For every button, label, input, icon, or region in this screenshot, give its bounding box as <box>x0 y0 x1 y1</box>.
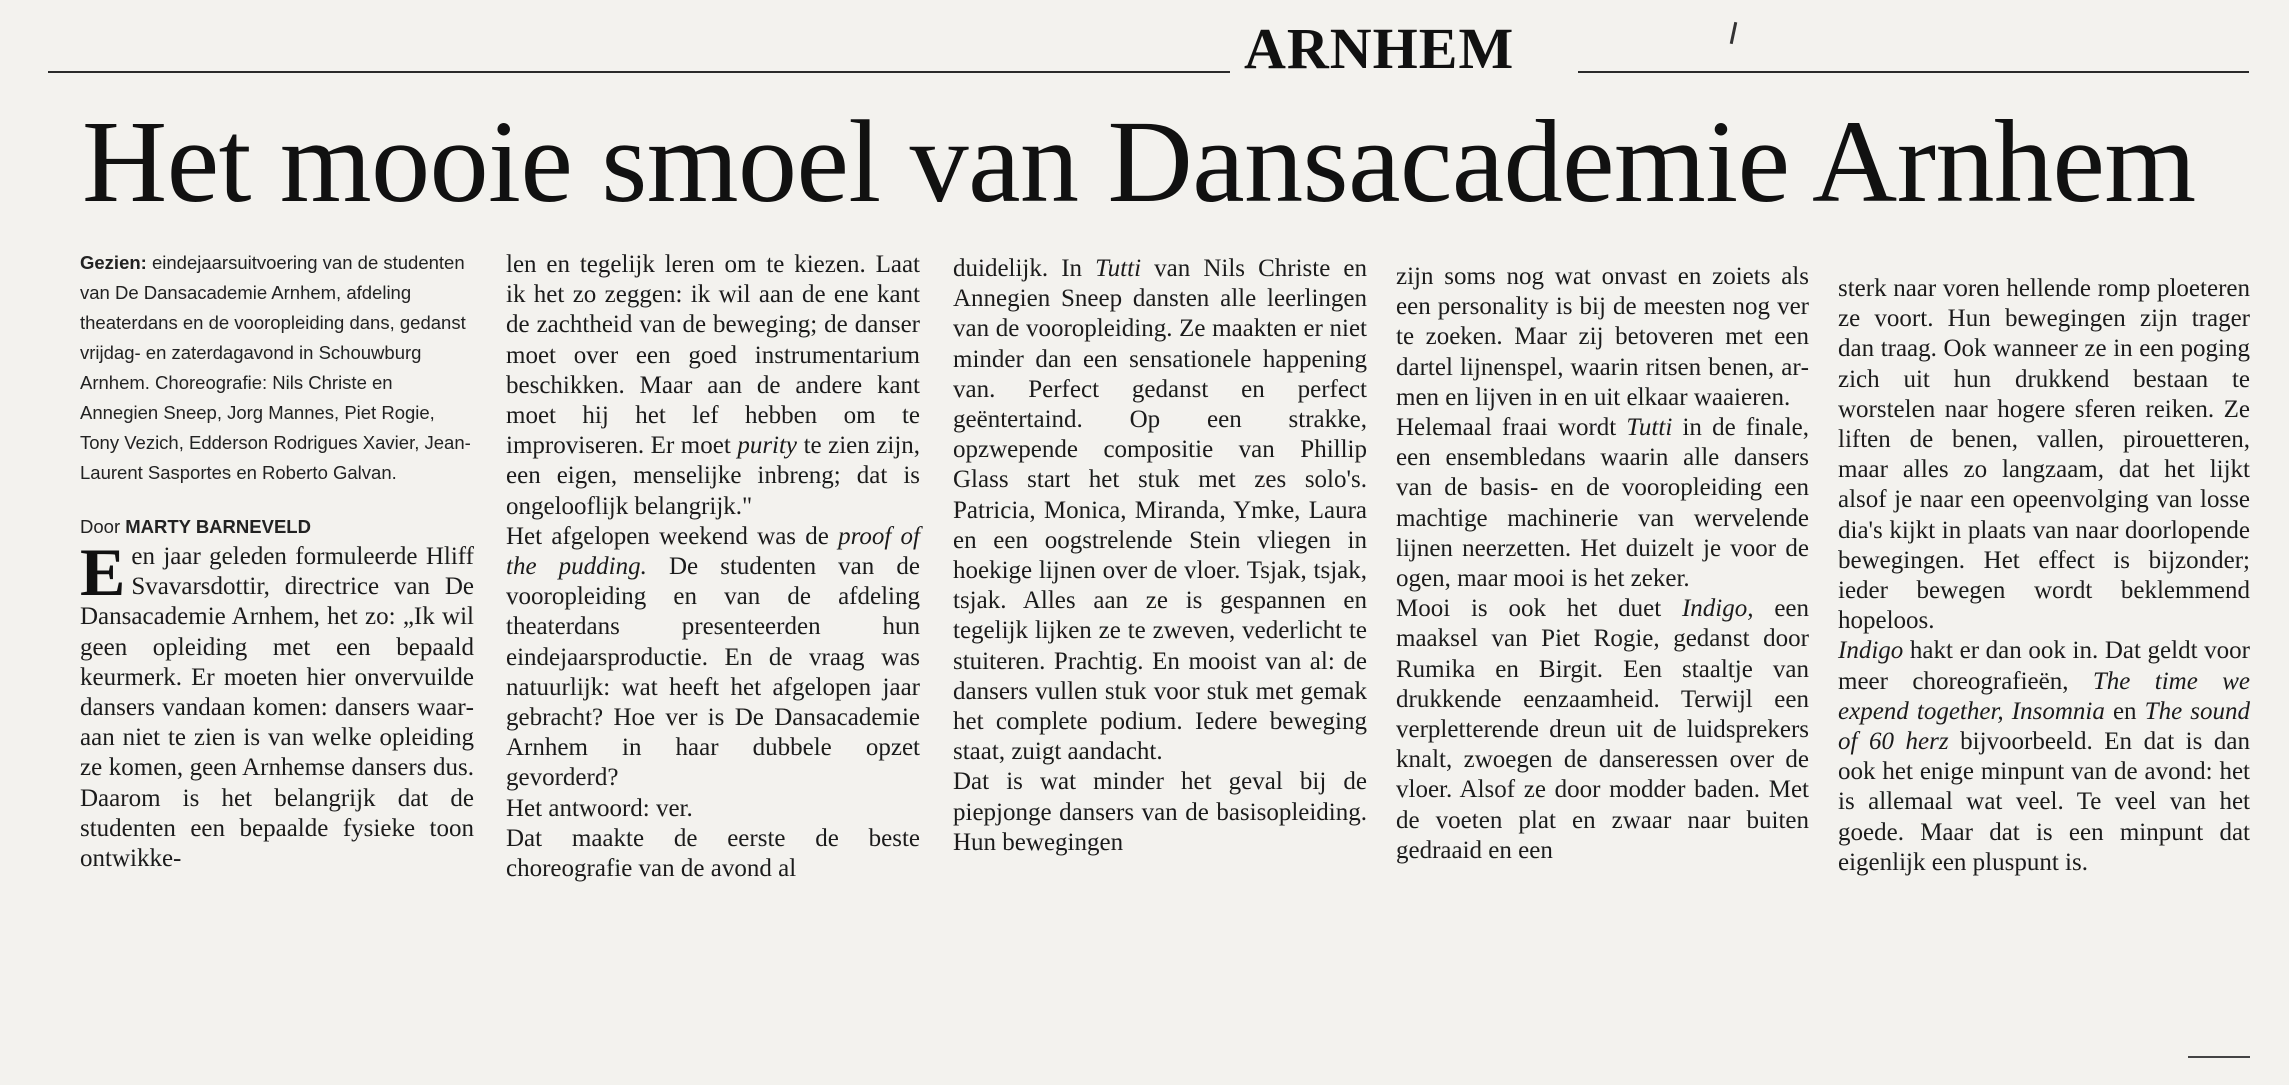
italic-term: proof of the pudding. <box>506 522 920 581</box>
article-column-4 <box>1396 262 1809 866</box>
credits-label: Gezien: <box>80 252 147 273</box>
text-run: in de finale, een ensembledans waarin alle dansers van de basis- en de vooropleiding een machtige machinerie van wervelende lijnen neerzetten. Het duizelt je voor de ogen, maar mooi is het zeker. <box>1396 414 1809 593</box>
print-speck <box>1730 22 1738 44</box>
paragraph: Dat maakte de eerste de beste choreografie van de avond al <box>506 824 920 883</box>
text-run: Mooi is ook het duet <box>1396 595 1662 623</box>
italic-title: The time we expend together, Insomnia <box>1838 667 2250 725</box>
article-column-3 <box>953 254 1367 858</box>
paragraph <box>1838 636 2250 878</box>
text-run: een maaksel van Piet Rogie, gedanst door Rumika en Birgit. Een staaltje van drukkende eenzaamheid. Terwijl een verpletterende dreun uit de luidsprekers knalt, zwoegen de danseressen over de vloer. Alsof ze door modder baden. Met de voeten plat en zwaar naar buiten gedraaid en een <box>1396 595 1810 864</box>
byline-author: MARTY BARNEVELD <box>125 516 311 537</box>
headline: Het mooie smoel van Dansacademie Arnhem <box>82 96 2196 227</box>
section-rule <box>48 71 2249 73</box>
credits-text: eindejaarsuitvoering van de studenten van De Dansacademie Arnhem, afdeling theaterdans en de vooropleiding dans, gedanst vrijdag- en zaterdagavond in Schouwburg Arnhem. Choreografie: Nils Christe en Annegien Sneep, Jorg Mannes, Piet Rogie, Tony Vezich, Edderson Rodrigues Xavier, Jean-Laurent Sasportes en Roberto Galvan. <box>80 252 471 483</box>
credits <box>80 248 474 488</box>
text-run: te zien zijn, een eigen, menselijke inbreng; dat is ongelooflijk belangrijk." <box>506 432 921 520</box>
paragraph: zijn soms nog wat onvast en zoiets als een personality is bij de meesten nog ver te zoeken. Maar zij betoveren met een dartel lijnenspel, waarin ritsen benen, armen en lijven in en uit elkaar waaieren. <box>1396 263 1809 411</box>
paragraph <box>506 522 920 794</box>
paragraph <box>953 254 1367 767</box>
paragraph: Het antwoord: ver. <box>506 794 693 822</box>
text-run: duidelijk. In <box>953 255 1083 282</box>
text-run: en <box>2112 697 2137 725</box>
article-column-2 <box>506 250 920 884</box>
byline <box>80 514 474 540</box>
paragraph <box>1396 594 1809 866</box>
text-run: De studenten van de vooropleiding en van de afdeling theaterdans presenteerden hun eindejaarsproductie. En de vraag was natuurlijk: wat heeft het afgelopen jaar gebracht? Hoe ver is De Dansacademie Arnhem in haar dubbele opzet gevorderd? <box>506 553 920 792</box>
text-run: Het afgelopen weekend was de <box>506 522 829 550</box>
paragraph: sterk naar voren hellende romp ploeteren ze voort. Hun bewegingen zijn trager dan traag. Ook wanneer ze in een poging zich uit hun drukkend bestaan te worstelen naar hogere sferen reiken. Ze liften de benen, vallen, pirouetteren, maar alles zo langzaam, dat het lijkt alsof je naar een opeenvolging van losse dia's kijkt in plaats van naar doorlopende bewegingen. Het effect is bijzonder; ieder bewegen wordt beklemmend hopeloos. <box>1838 275 2250 635</box>
paragraph <box>506 250 920 522</box>
article-column-1 <box>80 248 474 874</box>
italic-title: Tutti <box>1095 255 1142 282</box>
lead-paragraph <box>80 534 474 874</box>
byline-prefix: Door <box>80 516 121 537</box>
italic-term: purity <box>737 432 798 460</box>
text-run: van Nils Christe en Annegien Sneep dansten alle leerlingen van de vooropleiding. Ze maakten er niet minder dan een sensationele happening van. Perfect gedanst en perfect geëntertaind. Op een strakke, opzwepende compositie van Phillip Glass start het stuk met zes solo's. Patricia, Monica, Miranda, Ymke, Laura en een oogstrelende Stein vliegen in hoekige lijnen over de vloer. Tsjak, tsjak, tsjak. Alles aan ze is gespannen en tegelijk lijken ze te zweven, vederlicht te stuiteren. Prachtig. En mooist van al: de dansers vullen stuk voor stuk met gemak het complete podium. Iedere beweging staat, zuigt aandacht. <box>953 255 1367 766</box>
drop-cap: E <box>80 534 126 610</box>
paragraph: Dat is wat minder het geval bij de piepjonge dansers van de basisopleiding. Hun bewegingen <box>953 768 1367 856</box>
text-run: hakt er dan ook in. Dat geldt voor meer choreografieën, <box>1838 637 2251 695</box>
lead-text: en jaar geleden formuleerde Hliff Svavarsdottir, directrice van De Dansacademie Arnhem, het zo: „Ik wil geen opleiding met een bepaald keurmerk. Er moeten hier onvervuilde dansers vandaan komen: dansers waaraan niet te zien is van welke opleiding ze komen, geen Arnhemse dansers dus. Daarom is het belangrijk dat de studenten een bepaalde fysieke toon ontwikke- <box>80 543 474 873</box>
italic-title: Tutti <box>1626 414 1673 442</box>
paragraph <box>1396 413 1809 594</box>
section-label: ARNHEM <box>1230 18 1578 80</box>
italic-title: Indigo, <box>1681 595 1754 623</box>
article-column-5 <box>1838 274 2250 878</box>
text-run: Helemaal fraai wordt <box>1396 414 1617 442</box>
italic-title: Indigo <box>1838 637 1904 665</box>
text-run: bijvoorbeeld. En dat is dan ook het enige minpunt van de avond: het is allemaal wat veel. Te veel van het goede. Maar dat is een minpunt dat eigenlijk een pluspunt is. <box>1838 728 2250 876</box>
text-run: len en tegelijk leren om te kiezen. Laat ik het zo zeggen: ik wil aan de ene kant de zachtheid van de beweging; de danser moet over een goed instrumentarium beschikken. Maar aan de andere kant moet hij het lef hebben om te improviseren. Er moet <box>506 251 920 460</box>
end-rule <box>2188 1056 2250 1058</box>
italic-title: The sound of 60 herz <box>1838 697 2251 756</box>
